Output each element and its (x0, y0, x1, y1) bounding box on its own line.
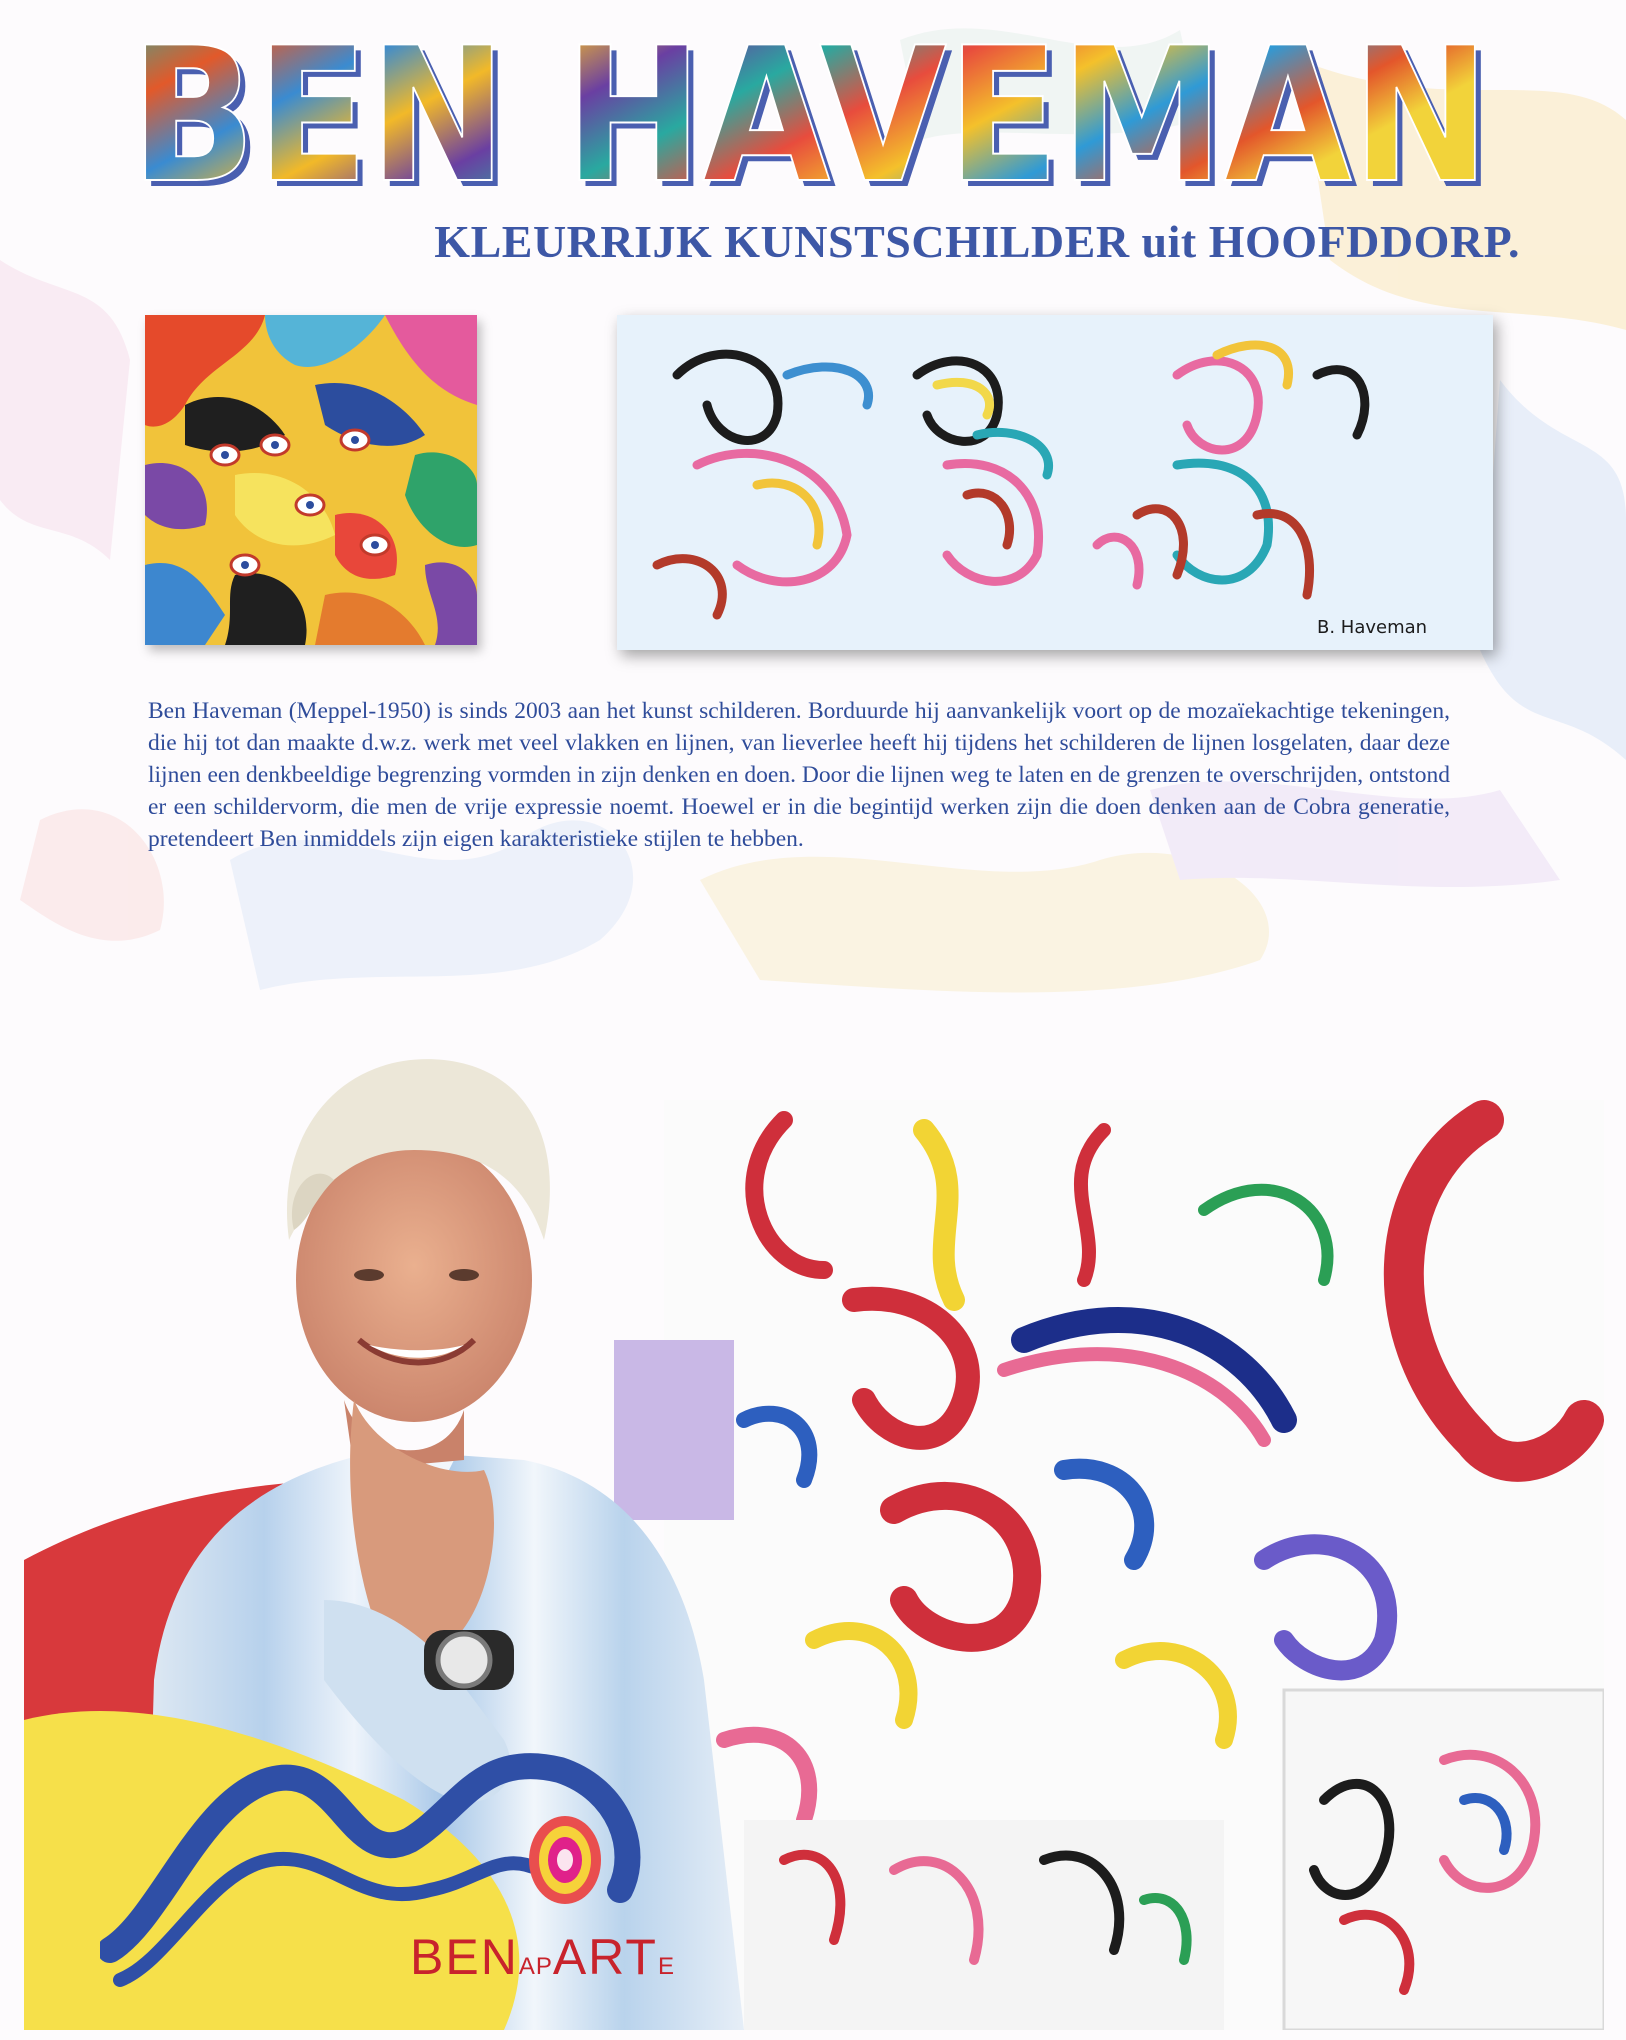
svg-text:BEN HAVEMAN: BEN HAVEMAN (136, 20, 1496, 210)
logo-wordmark (410, 1928, 675, 1986)
logo-art: ART (552, 1929, 658, 1985)
logo-ap: AP (518, 1953, 553, 1980)
logo-e: E (657, 1953, 675, 1980)
artwork-abstract-square (145, 315, 477, 645)
artwork-signature: B. Haveman (1317, 617, 1428, 638)
bio-paragraph: Ben Haveman (Meppel-1950) is sinds 2003 aan het kunst schilderen. Borduurde hij aanvankelijk voort op de mozaïekachtige tekeningen, die hij tot dan maakte d.w.z. werk met veel vlakken en lijnen, van lieverlee heeft hij tijdens het schilderen de lijnen losgelaten, daar deze lijnen een denkbeeldige begrenzing vormden in zijn denken en doen. Door die lijnen weg te laten en de grenzen te overschrijden, ontstond er een schildervorm, die men de vrije expressie noemt. Hoewel er in die begintijd werken zijn die doen denken aan de Cobra generatie, pretendeert Ben inmiddels zijn eigen karakteristieke stijlen te hebben. (148, 698, 1450, 852)
page-title-graphic (130, 20, 1510, 210)
page-subtitle: KLEURRIJK KUNSTSCHILDER uit HOOFDDORP. (434, 216, 1520, 267)
logo-ben: BEN (410, 1929, 519, 1985)
page-title: BEN HAVEMAN (130, 20, 1490, 210)
artwork-expressive-wide (617, 315, 1493, 650)
